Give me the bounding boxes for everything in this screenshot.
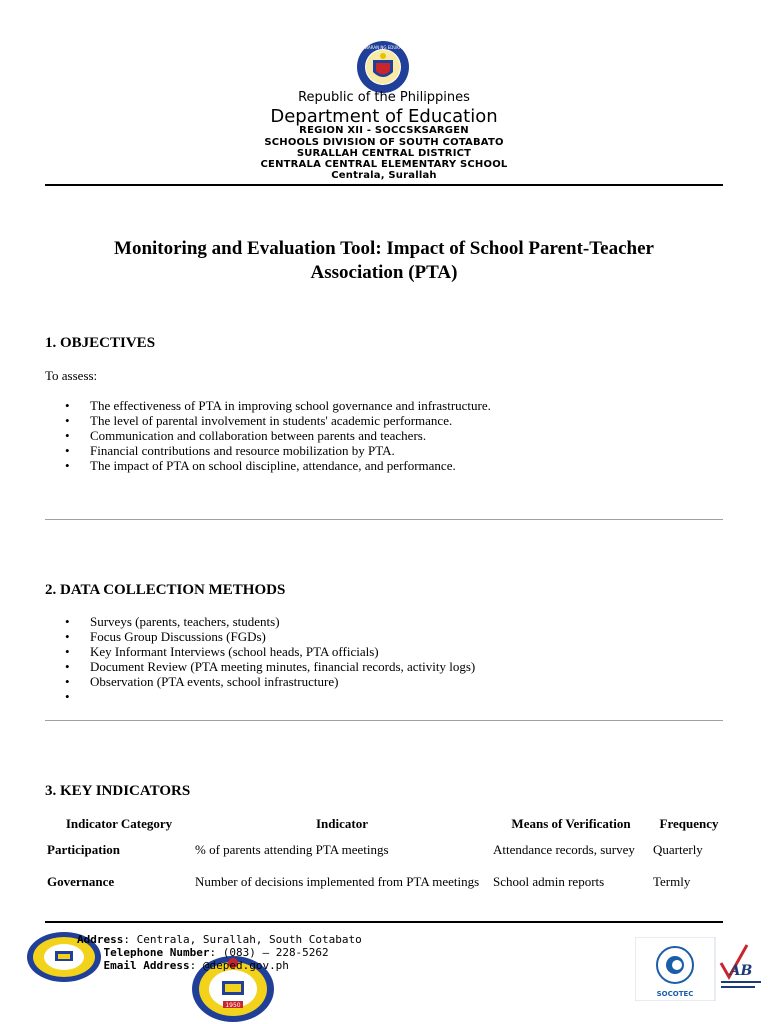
cert-mark: AB [729,963,753,979]
table-cell: Termly [653,873,691,889]
district-label: SURALLAH CENTRAL DISTRICT [296,148,472,159]
table-row [45,865,727,897]
division-label: SCHOOLS DIVISION OF SOUTH COTABATO [264,137,504,148]
objectives-list [45,398,491,473]
school-logo-year: 1950 [225,1002,241,1009]
objectives-heading: 1. OBJECTIVES [45,335,156,351]
objectives-intro: To assess: [45,368,98,383]
table-cell: Quarterly [653,841,703,857]
telephone-label: Telephone Number [103,946,210,959]
table-cell: Attendance records, survey [493,841,635,857]
republic-label: Republic of the Philippines [298,90,470,105]
department-title: Department of Education [270,106,498,127]
table-cell: Governance [47,873,115,889]
column-header: Indicator Category [65,816,173,831]
socotec-certification-badge [635,937,765,1001]
list-item: • Surveys (parents, teachers, students) [45,614,475,629]
list-item: • Financial contributions and resource mobilization by PTA. [45,443,491,458]
data-collection-heading: 2. DATA COLLECTION METHODS [45,582,286,598]
footer [0,921,768,1024]
school-location-label: Centrala, Surallah [331,170,437,181]
telephone-value: : (083) – 228-5262 [209,946,329,959]
document-title [40,237,728,285]
document-title-line-1: Monitoring and Evaluation Tool: Impact of School Parent-Teacher [114,238,654,259]
address-label: Address [77,933,124,946]
key-indicators-heading: 3. KEY INDICATORS [45,783,191,799]
table-row [45,833,727,865]
table-header-row [45,815,727,833]
column-header: Frequency [659,816,719,831]
table-cell: % of parents attending PTA meetings [195,841,389,857]
region-label: REGION XII - SOCCSKSARGEN [299,125,469,136]
email-label: Email Address [103,959,190,972]
list-item: • The level of parental involvement in students' academic performance. [45,413,491,428]
list-item: • Key Informant Interviews (school heads, PTA officials) [45,644,475,659]
seal-text: KAGAWARAN NG EDUKASYON [353,45,413,50]
document-title-line-2: Association (PTA) [310,262,458,283]
list-item: • Communication and collaboration between parents and teachers. [45,428,491,443]
email-value: : @deped.gov.ph [189,959,289,972]
column-header: Indicator [316,816,368,831]
footer-contact-block [77,933,362,972]
header-divider [45,184,723,186]
column-header: Means of Verification [511,816,631,831]
list-item: • The impact of PTA on school discipline, attendance, and performance. [45,458,491,473]
table-cell: Participation [47,841,120,857]
list-item [45,689,475,704]
data-collection-list [45,614,475,704]
cert-name: SOCOTEC [656,990,694,998]
list-item: • Observation (PTA events, school infrastructure) [45,674,475,689]
section-divider [45,519,723,520]
address-value: : Centrala, Surallah, South Cotabato [123,933,362,946]
list-item: • The effectiveness of PTA in improving school governance and infrastructure. [45,398,491,413]
list-item: • Focus Group Discussions (FGDs) [45,629,475,644]
table-cell: Number of decisions implemented from PTA meetings [195,873,480,889]
school-name-label: CENTRALA CENTRAL ELEMENTARY SCHOOL [260,159,508,170]
table-cell: School admin reports [493,873,605,889]
key-indicators-table [45,815,727,897]
list-item: • Document Review (PTA meeting minutes, financial records, activity logs) [45,659,475,674]
section-divider [45,720,723,721]
deped-seal-logo [345,40,421,94]
